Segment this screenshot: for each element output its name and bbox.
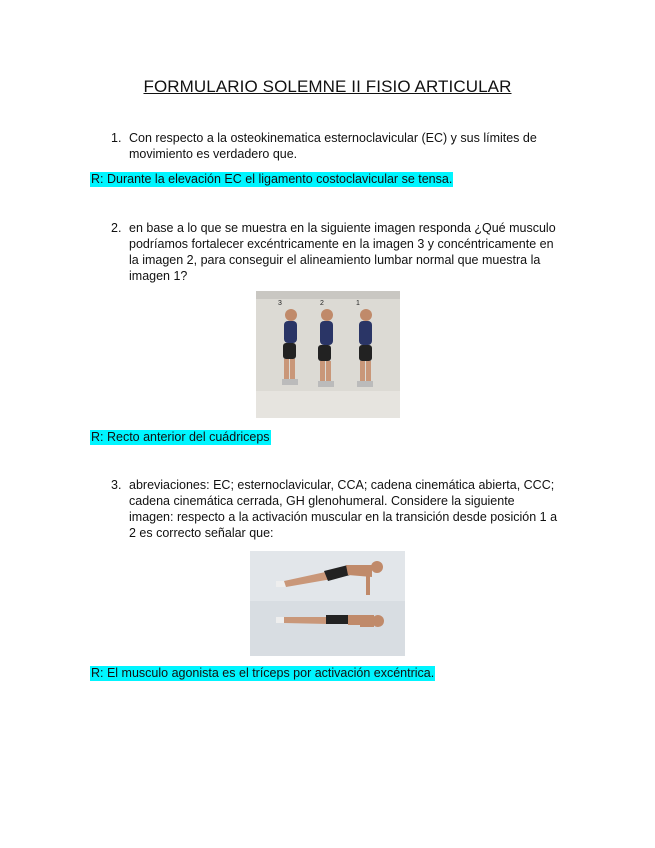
pushup-figure (250, 551, 405, 656)
answer-1: R: Durante la elevación EC el ligamento costoclavicular se tensa. (91, 172, 453, 186)
question-number: 3. (111, 478, 122, 492)
question-2 (111, 220, 561, 284)
question-1 (111, 130, 561, 162)
figure-label-3: 3 (278, 300, 282, 307)
question-number: 1. (111, 131, 122, 145)
question-3 (111, 477, 561, 541)
question-number: 2. (111, 221, 122, 235)
page-title: FORMULARIO SOLEMNE II FISIO ARTICULAR (143, 77, 512, 96)
answer-3: R: El musculo agonista es el tríceps por activación excéntrica. (91, 666, 435, 680)
figure-label-2: 2 (320, 300, 324, 307)
posture-figure (256, 291, 400, 418)
question-text: Con respecto a la osteokinematica esternoclavicular (EC) y sus límites de movimiento es verdadero que. (129, 131, 537, 161)
answer-2: R: Recto anterior del cuádriceps (91, 430, 270, 444)
figure-label-1: 1 (356, 300, 360, 307)
question-text: en base a lo que se muestra en la siguiente imagen responda ¿Qué musculo podríamos fortalecer excéntricamente en la imagen 3 y concéntricamente en la imagen 2, para conseguir el alineamiento lumbar normal que muestra la imagen 1? (129, 221, 556, 283)
question-text: abreviaciones: EC; esternoclavicular, CCA; cadena cinemática abierta, CCC; cadena cinemática cerrada, GH glenohumeral. Considere la siguiente imagen: respecto a la activación muscular en la transición desde posición 1 a 2 es correcto señalar que: (129, 478, 558, 540)
